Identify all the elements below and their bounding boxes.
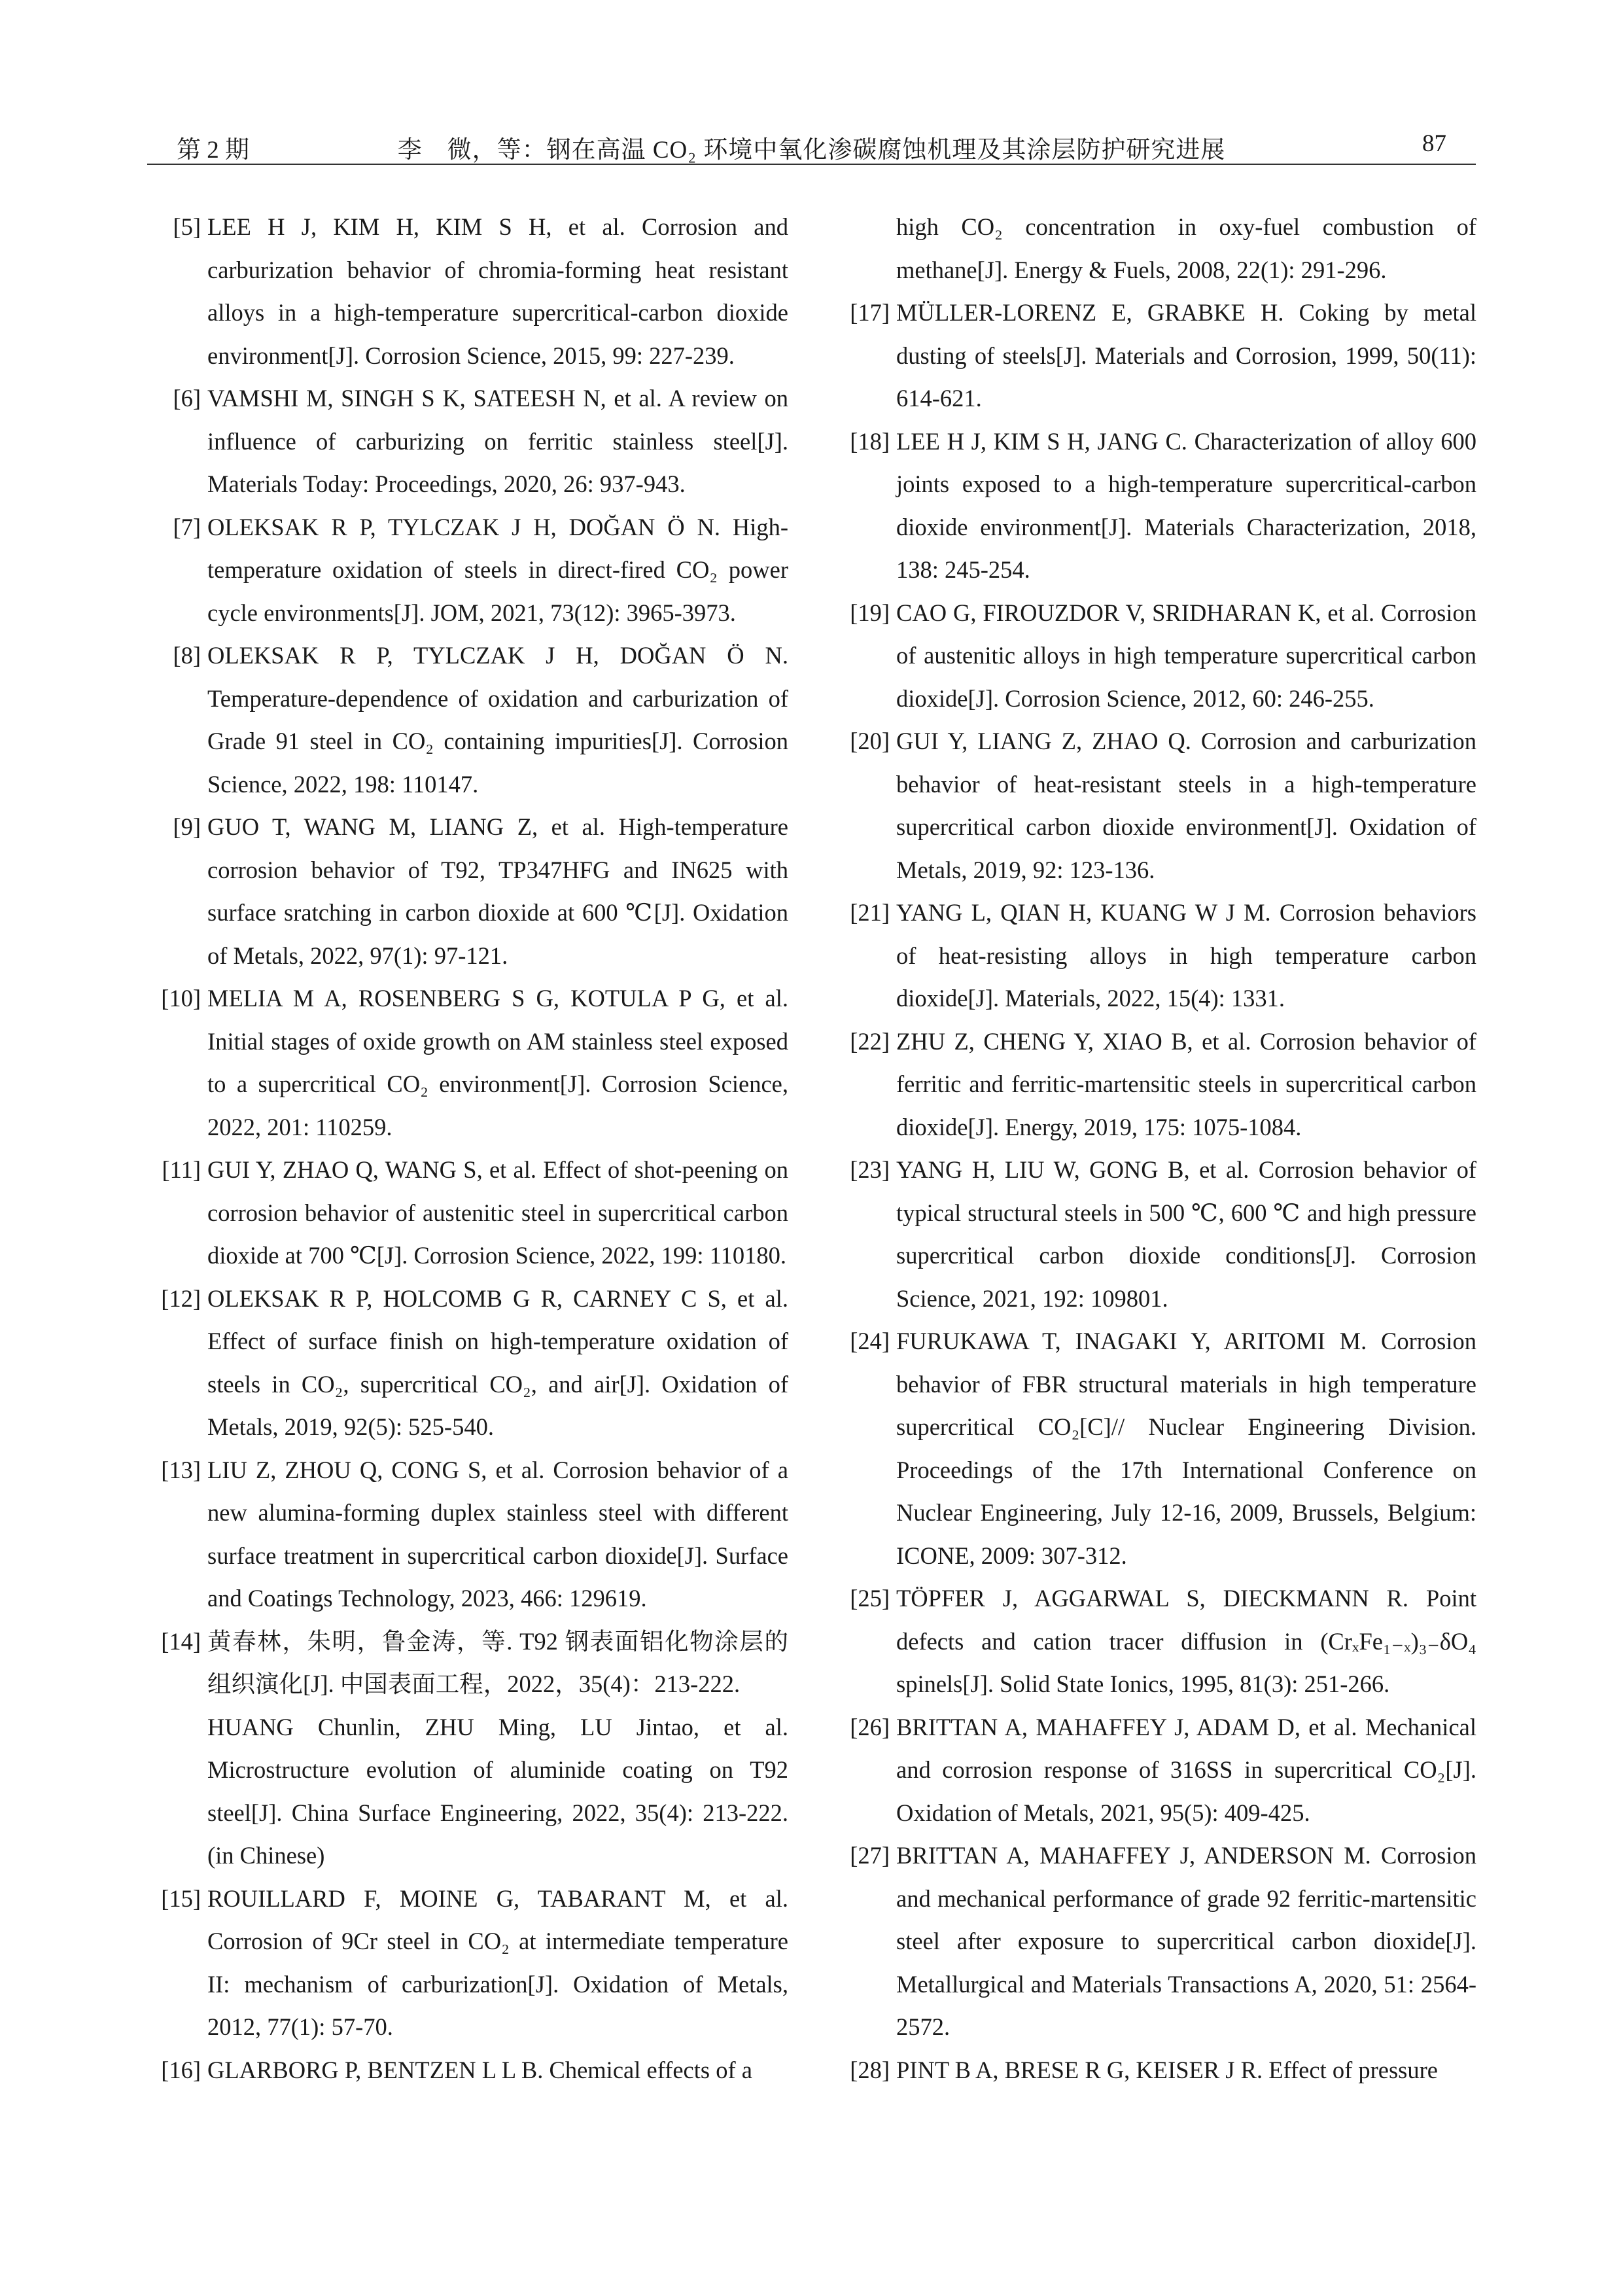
reference-text: BRITTAN A, MAHAFFEY J, ANDERSON M. Corrosion and mechanical performance of grade 92 ferritic-martensitic steel after exposure to supercritical carbon dioxide[J]. Metallurgical and Materials Transactions A, 2020, 51: 2564-2572. <box>896 1842 1476 2040</box>
running-header <box>147 124 1476 164</box>
reference-item <box>152 1620 788 1877</box>
reference-number: [14] <box>161 1627 201 1655</box>
reference-number: [10] <box>161 985 201 1012</box>
reference-item <box>152 1877 788 2049</box>
reference-text: CAO G, FIROUZDOR V, SRIDHARAN K, et al. Corrosion of austenitic alloys in high temperature supercritical carbon dioxide[J]. Corrosion Science, 2012, 60: 246-255. <box>896 599 1476 712</box>
reference-text: OLEKSAK R P, TYLCZAK J H, DOĞAN Ö N. High-temperature oxidation of steels in direct-fired CO₂ power cycle environments[J]. JOM, 2021, 73(12): 3965-3973. <box>207 513 788 626</box>
reference-item <box>841 1148 1476 1320</box>
reference-text: TÖPFER J, AGGARWAL S, DIECKMANN R. Point defects and cation tracer diffusion in (CrₓFe₁₋ₓ)₃₋δO₄ spinels[J]. Solid State Ionics, 1995, 81(3): 251-266. <box>896 1585 1476 1697</box>
reference-text: ZHU Z, CHENG Y, XIAO B, et al. Corrosion behavior of ferritic and ferritic-martensitic steels in supercritical carbon dioxide[J]. Energy, 2019, 175: 1075-1084. <box>896 1027 1476 1140</box>
reference-number: [26] <box>850 1713 890 1740</box>
reference-number: [19] <box>850 599 890 626</box>
reference-item <box>152 634 788 805</box>
reference-text: GUI Y, LIANG Z, ZHAO Q. Corrosion and carburization behavior of heat-resistant steels in a high-temperature supercritical carbon dioxide environment[J]. Oxidation of Metals, 2019, 92: 123-136. <box>896 728 1476 883</box>
reference-item <box>152 1449 788 1620</box>
reference-item <box>152 205 788 377</box>
reference-text: ROUILLARD F, MOINE G, TABARANT M, et al. Corrosion of 9Cr steel in CO₂ at intermediate temperature II: mechanism of carburization[J]. Oxidation of Metals, 2012, 77(1): 57-70. <box>207 1884 788 2040</box>
reference-number: [13] <box>161 1456 201 1483</box>
reference-text: 黄春林，朱明，鲁金涛，等. T92 钢表面铝化物涂层的组织演化[J]. 中国表面工程，2022，35(4)：213-222. <box>207 1627 788 1697</box>
reference-number: [15] <box>161 1884 201 1912</box>
running-title: 李 微，等：钢在高温 CO₂ 环境中氧化渗碳腐蚀机理及其涂层防护研究进展 <box>397 137 1226 164</box>
reference-text-english: HUANG Chunlin, ZHU Ming, LU Jintao, et al. Microstructure evolution of aluminide coating on T92 steel[J]. China Surface Engineering, 2022, 35(4): 213-222. (in Chinese) <box>207 1713 788 1869</box>
reference-number: [9] <box>173 813 201 840</box>
reference-number: [17] <box>850 299 890 326</box>
reference-text: FURUKAWA T, INAGAKI Y, ARITOMI M. Corrosion behavior of FBR structural materials in high temperature supercritical CO₂[C]// Nuclear Engineering Division. Proceedings of the 17th International Conference on Nuclear Engineering, July 12-16, 2009, Brussels, Belgium: ICONE, 2009: 307-312. <box>896 1328 1476 1569</box>
reference-continuation: high CO₂ concentration in oxy-fuel combustion of methane[J]. Energy & Fuels, 2008, 22(1): 291-296. <box>896 213 1476 283</box>
reference-number: [22] <box>850 1027 890 1055</box>
reference-text: OLEKSAK R P, HOLCOMB G R, CARNEY C S, et al. Effect of surface finish on high-temperature oxidation of steels in CO₂, supercritical CO₂, and air[J]. Oxidation of Metals, 2019, 92(5): 525-540. <box>207 1284 788 1440</box>
reference-number: [23] <box>850 1156 890 1183</box>
reference-number: [6] <box>173 385 201 412</box>
reference-number: [25] <box>850 1585 890 1612</box>
reference-text: LEE H J, KIM H, KIM S H, et al. Corrosion and carburization behavior of chromia-forming heat resistant alloys in a high-temperature supercritical-carbon dioxide environment[J]. Corrosion Science, 2015, 99: 227-239. <box>207 213 788 369</box>
reference-text: MELIA M A, ROSENBERG S G, KOTULA P G, et al. Initial stages of oxide growth on AM stainless steel exposed to a supercritical CO₂ environment[J]. Corrosion Science, 2022, 201: 110259. <box>207 985 788 1140</box>
reference-item <box>841 720 1476 891</box>
reference-text: YANG L, QIAN H, KUANG W J M. Corrosion behaviors of heat-resisting alloys in high temperature carbon dioxide[J]. Materials, 2022, 15(4): 1331. <box>896 899 1476 1012</box>
reference-item <box>841 1706 1476 1835</box>
reference-item <box>841 291 1476 420</box>
page-number: 87 <box>1422 130 1446 157</box>
issue-number: 第 2 期 <box>177 137 249 164</box>
reference-number: [21] <box>850 899 890 926</box>
reference-text: LIU Z, ZHOU Q, CONG S, et al. Corrosion behavior of a new alumina-forming duplex stainless steel with different surface treatment in supercritical carbon dioxide[J]. Surface and Coatings Technology, 2023, 466: 129619. <box>207 1456 788 1612</box>
header-rule <box>147 164 1476 165</box>
reference-text: LEE H J, KIM S H, JANG C. Characterization of alloy 600 joints exposed to a high-temperature supercritical-carbon dioxide environment[J]. Materials Characterization, 2018, 138: 245-254. <box>896 427 1476 583</box>
reference-number: [27] <box>850 1842 890 1869</box>
reference-text: GLARBORG P, BENTZEN L L B. Chemical effects of a <box>207 2056 752 2083</box>
reference-number: [24] <box>850 1328 890 1354</box>
reference-item <box>152 1148 788 1277</box>
reference-item <box>841 2049 1476 2092</box>
reference-item <box>152 506 788 635</box>
reference-text: OLEKSAK R P, TYLCZAK J H, DOĞAN Ö N. Temperature-dependence of oxidation and carburization of Grade 91 steel in CO₂ containing impurities[J]. Corrosion Science, 2022, 198: 110147. <box>207 642 788 798</box>
reference-number: [18] <box>850 427 890 455</box>
reference-number: [7] <box>173 513 201 540</box>
reference-text: VAMSHI M, SINGH S K, SATEESH N, et al. A review on influence of carburizing on ferritic stainless steel[J]. Materials Today: Proceedings, 2020, 26: 937-943. <box>207 385 788 497</box>
reference-item <box>841 891 1476 1020</box>
reference-number: [11] <box>162 1156 201 1183</box>
reference-number: [5] <box>173 213 201 240</box>
references-left-column <box>152 205 788 2091</box>
reference-item <box>841 420 1476 592</box>
reference-number: [20] <box>850 728 890 754</box>
reference-text: GUO T, WANG M, LIANG Z, et al. High-temperature corrosion behavior of T92, TP347HFG and IN625 with surface sratching in carbon dioxide at 600 ℃[J]. Oxidation of Metals, 2022, 97(1): 97-121. <box>207 813 788 969</box>
reference-item <box>152 377 788 506</box>
references-right-column <box>841 205 1476 2091</box>
reference-number: [12] <box>161 1284 201 1312</box>
reference-item <box>152 1277 788 1449</box>
reference-text: MÜLLER-LORENZ E, GRABKE H. Coking by metal dusting of steels[J]. Materials and Corrosion, 1999, 50(11): 614-621. <box>896 299 1476 412</box>
reference-text: YANG H, LIU W, GONG B, et al. Corrosion behavior of typical structural steels in 500 ℃, 600 ℃ and high pressure supercritical carbon dioxide conditions[J]. Corrosion Science, 2021, 192: 109801. <box>896 1156 1476 1312</box>
reference-item <box>841 1834 1476 2049</box>
reference-item <box>152 977 788 1148</box>
reference-item <box>841 1320 1476 1577</box>
reference-item <box>841 1577 1476 1706</box>
reference-item <box>152 2049 788 2092</box>
reference-text: BRITTAN A, MAHAFFEY J, ADAM D, et al. Mechanical and corrosion response of 316SS in supercritical CO₂[J]. Oxidation of Metals, 2021, 95(5): 409-425. <box>896 1713 1476 1826</box>
reference-item <box>841 1020 1476 1149</box>
reference-number: [16] <box>161 2056 201 2083</box>
reference-item <box>152 805 788 977</box>
reference-text: PINT B A, BRESE R G, KEISER J R. Effect of pressure <box>896 2056 1438 2083</box>
reference-text: GUI Y, ZHAO Q, WANG S, et al. Effect of shot-peening on corrosion behavior of austenitic steel in supercritical carbon dioxide at 700 ℃[J]. Corrosion Science, 2022, 199: 110180. <box>207 1156 788 1269</box>
reference-number: [28] <box>850 2056 890 2083</box>
reference-item <box>841 592 1476 720</box>
reference-number: [8] <box>173 642 201 669</box>
